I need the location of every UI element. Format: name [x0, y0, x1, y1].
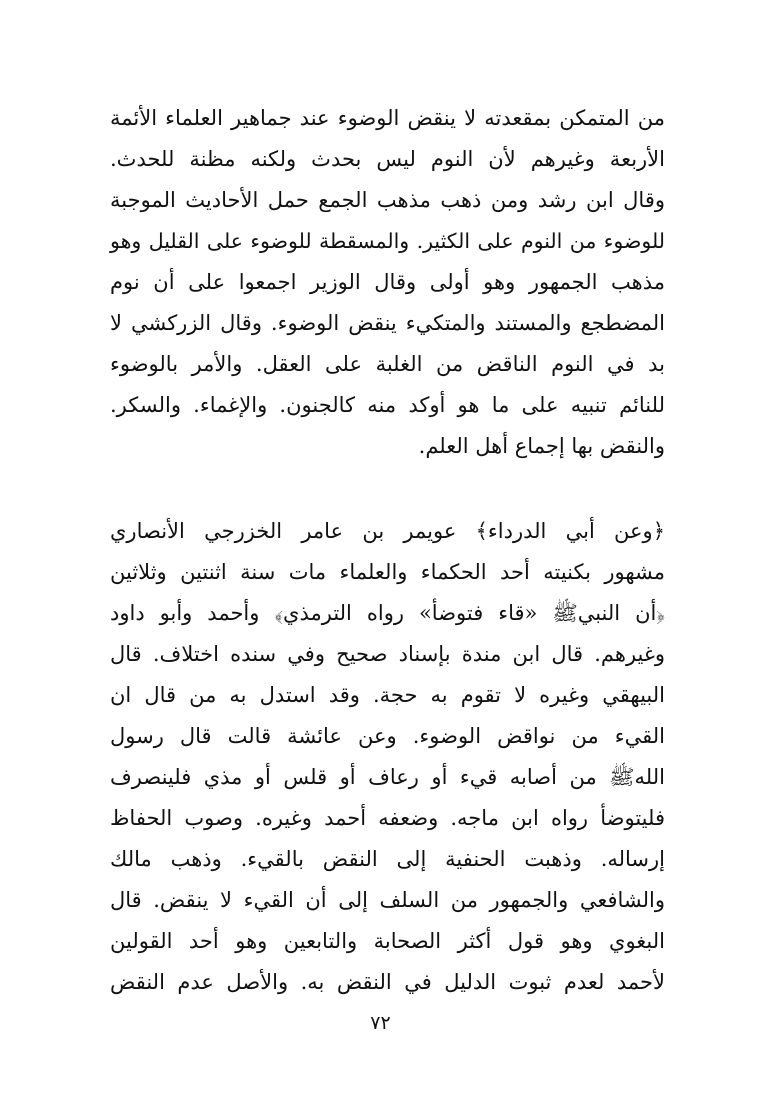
text-line: وغيرهم. قال ابن مندة بإسناد صحيح وفي سنده اختلاف. قال	[110, 642, 665, 666]
text-line: والنقض بها إجماع أهل العلم.	[418, 434, 665, 458]
text-line: للنائم تنبيه على ما هو أوكد منه كالجنون. والإغماء. والسكر.	[110, 393, 665, 417]
text-line: للوضوء من النوم على الكثير. والمسقطة للوضوء على القليل وهو	[110, 229, 665, 253]
text-line: الأربعة وغيرهم لأن النوم ليس بحدث ولكنه مظنة للحدث.	[110, 147, 665, 171]
text-line: البيهقي وغيره لا تقوم به حجة. وقد استدل به من قال ان	[110, 683, 665, 707]
paragraph-spacer	[110, 467, 665, 511]
text-line: ﴿أن النبيﷺ «قاء فتوضأ» رواه الترمذي﴾ وأحمد وأبو داود	[110, 601, 665, 625]
text-line: فليتوضأ رواه ابن ماجه. وضعفه أحمد وغيره. وصوب الحفاظ	[110, 806, 665, 830]
text-line: اللهﷺ من أصابه قيء أو رعاف أو قلس أو مذي فلينصرف	[110, 765, 665, 789]
paragraph-vomit-wudu	[110, 511, 665, 1003]
text-line: ﴿وعن أبي الدرداء﴾ عويمر بن عامر الخزرجي الأنصاري	[110, 519, 665, 543]
text-line: والشافعي والجمهور من السلف إلى أن القيء لا ينقض. قال	[110, 888, 665, 912]
text-line: من المتمكن بمقعدته لا ينقض الوضوء عند جماهير العلماء الأئمة	[110, 106, 665, 130]
text-line: وقال ابن رشد ومن ذهب مذهب الجمع حمل الأحاديث الموجبة	[110, 188, 665, 212]
text-line: القيء من نواقض الوضوء. وعن عائشة قالت قال رسول	[110, 724, 665, 748]
text-line: مذهب الجمهور وهو أولى وقال الوزير اجمعوا على أن نوم	[110, 270, 665, 294]
text-line: إرساله. وذهبت الحنفية إلى النقض بالقيء. وذهب مالك	[110, 847, 665, 871]
page-number: ٧٢	[370, 1012, 391, 1034]
text-line: لأحمد لعدم ثبوت الدليل في النقض به. والأصل عدم النقض	[110, 970, 665, 994]
text-line: المضطجع والمستند والمتكيء ينقض الوضوء. وقال الزركشي لا	[110, 311, 665, 335]
text-line: مشهور بكنيته أحد الحكماء والعلماء مات سنة اثنتين وثلاثين	[110, 560, 665, 584]
text-line: البغوي وهو قول أكثر الصحابة والتابعين وهو أحد القولين	[110, 929, 665, 953]
paragraph-sleep-wudu	[110, 98, 665, 467]
text-line: بد في النوم الناقض من الغلبة على العقل. والأمر بالوضوء	[110, 352, 665, 376]
page-body	[110, 98, 665, 1003]
